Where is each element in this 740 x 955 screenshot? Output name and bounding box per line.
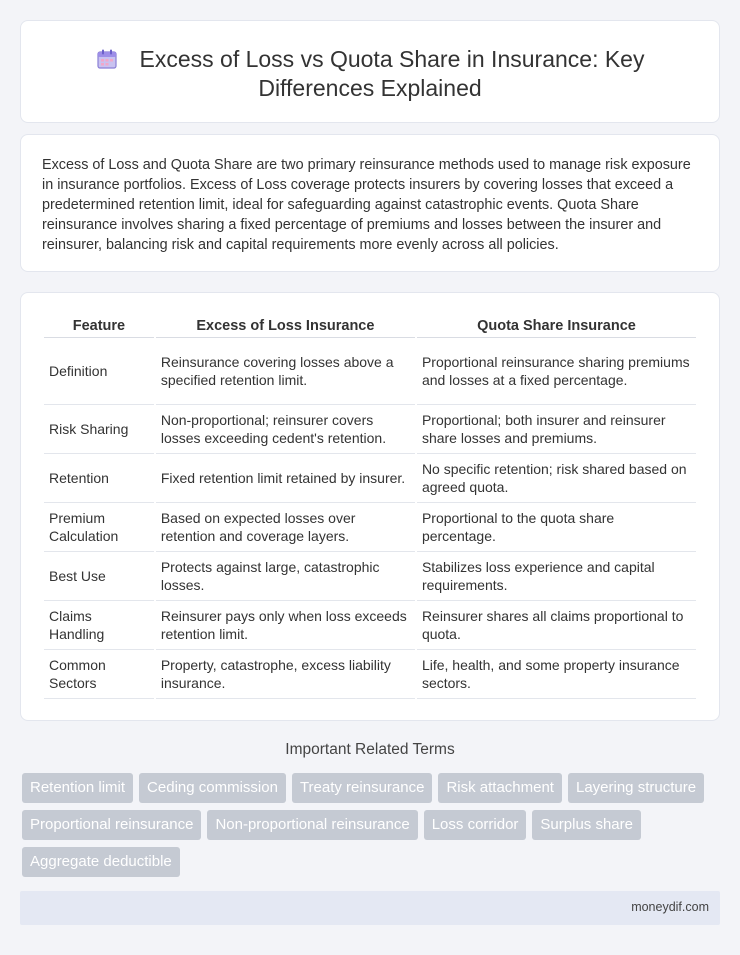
excess-of-loss-cell: Fixed retention limit retained by insurer.	[156, 454, 415, 503]
table-header-row	[44, 315, 696, 338]
footer	[20, 891, 720, 925]
header-excess-of-loss: Excess of Loss Insurance	[156, 315, 415, 338]
feature-cell: Definition	[44, 338, 154, 405]
related-term-tag[interactable]: Risk attachment	[438, 773, 562, 803]
page-title	[61, 45, 679, 103]
table-row	[44, 503, 696, 552]
footer-site-link[interactable]: moneydif.com	[631, 900, 709, 914]
excess-of-loss-cell: Non-proportional; reinsurer covers losses exceeding cedent's retention.	[156, 405, 415, 454]
quota-share-cell: Life, health, and some property insurance sectors.	[417, 650, 696, 699]
related-term-tag[interactable]: Treaty reinsurance	[292, 773, 433, 803]
quota-share-cell: Proportional reinsurance sharing premiums and losses at a fixed percentage.	[417, 338, 696, 405]
quota-share-cell: Reinsurer shares all claims proportional to quota.	[417, 601, 696, 650]
excess-of-loss-cell: Based on expected losses over retention and coverage layers.	[156, 503, 415, 552]
feature-cell: Retention	[44, 454, 154, 503]
related-term-tag[interactable]: Surplus share	[532, 810, 641, 840]
table-row	[44, 552, 696, 601]
excess-of-loss-cell: Reinsurer pays only when loss exceeds retention limit.	[156, 601, 415, 650]
related-term-tag[interactable]: Non-proportional reinsurance	[207, 810, 417, 840]
related-term-tag[interactable]: Loss corridor	[424, 810, 527, 840]
related-term-tag[interactable]: Proportional reinsurance	[22, 810, 201, 840]
feature-cell: Premium Calculation	[44, 503, 154, 552]
page-title-text: Excess of Loss vs Quota Share in Insurance: Key Differences Explained	[139, 46, 645, 101]
related-term-tag[interactable]: Ceding commission	[139, 773, 286, 803]
intro-card	[20, 134, 720, 272]
related-term-tag[interactable]: Aggregate deductible	[22, 847, 180, 877]
comparison-table-card	[20, 292, 720, 721]
excess-of-loss-cell: Protects against large, catastrophic losses.	[156, 552, 415, 601]
table-row	[44, 338, 696, 405]
related-terms-list	[22, 773, 722, 884]
feature-cell: Claims Handling	[44, 601, 154, 650]
related-term-tag[interactable]: Layering structure	[568, 773, 704, 803]
calendar-icon	[96, 48, 118, 70]
feature-cell: Best Use	[44, 552, 154, 601]
title-card	[20, 20, 720, 123]
quota-share-cell: Stabilizes loss experience and capital requirements.	[417, 552, 696, 601]
table-row	[44, 405, 696, 454]
header-quota-share: Quota Share Insurance	[417, 315, 696, 338]
comparison-table	[42, 315, 698, 699]
feature-cell: Common Sectors	[44, 650, 154, 699]
header-feature: Feature	[44, 315, 154, 338]
quota-share-cell: Proportional to the quota share percentage.	[417, 503, 696, 552]
table-row	[44, 650, 696, 699]
excess-of-loss-cell: Property, catastrophe, excess liability insurance.	[156, 650, 415, 699]
related-terms-heading: Important Related Terms	[285, 741, 455, 758]
table-row	[44, 601, 696, 650]
table-row	[44, 454, 696, 503]
title-wrap	[61, 45, 679, 103]
quota-share-cell: No specific retention; risk shared based on agreed quota.	[417, 454, 696, 503]
intro-paragraph: Excess of Loss and Quota Share are two primary reinsurance methods used to manage risk exposure in insurance portfolios. Excess of Loss coverage protects insurers by covering losses that exceed a predetermined retention limit, ideal for safeguarding against catastrophic events. Quota Share reinsurance involves sharing a fixed percentage of premiums and losses between the insurer and reinsurer, balancing risk and capital requirements more evenly across all policies.	[42, 157, 691, 253]
excess-of-loss-cell: Reinsurance covering losses above a specified retention limit.	[156, 338, 415, 405]
feature-cell: Risk Sharing	[44, 405, 154, 454]
related-term-tag[interactable]: Retention limit	[22, 773, 133, 803]
quota-share-cell: Proportional; both insurer and reinsurer share losses and premiums.	[417, 405, 696, 454]
